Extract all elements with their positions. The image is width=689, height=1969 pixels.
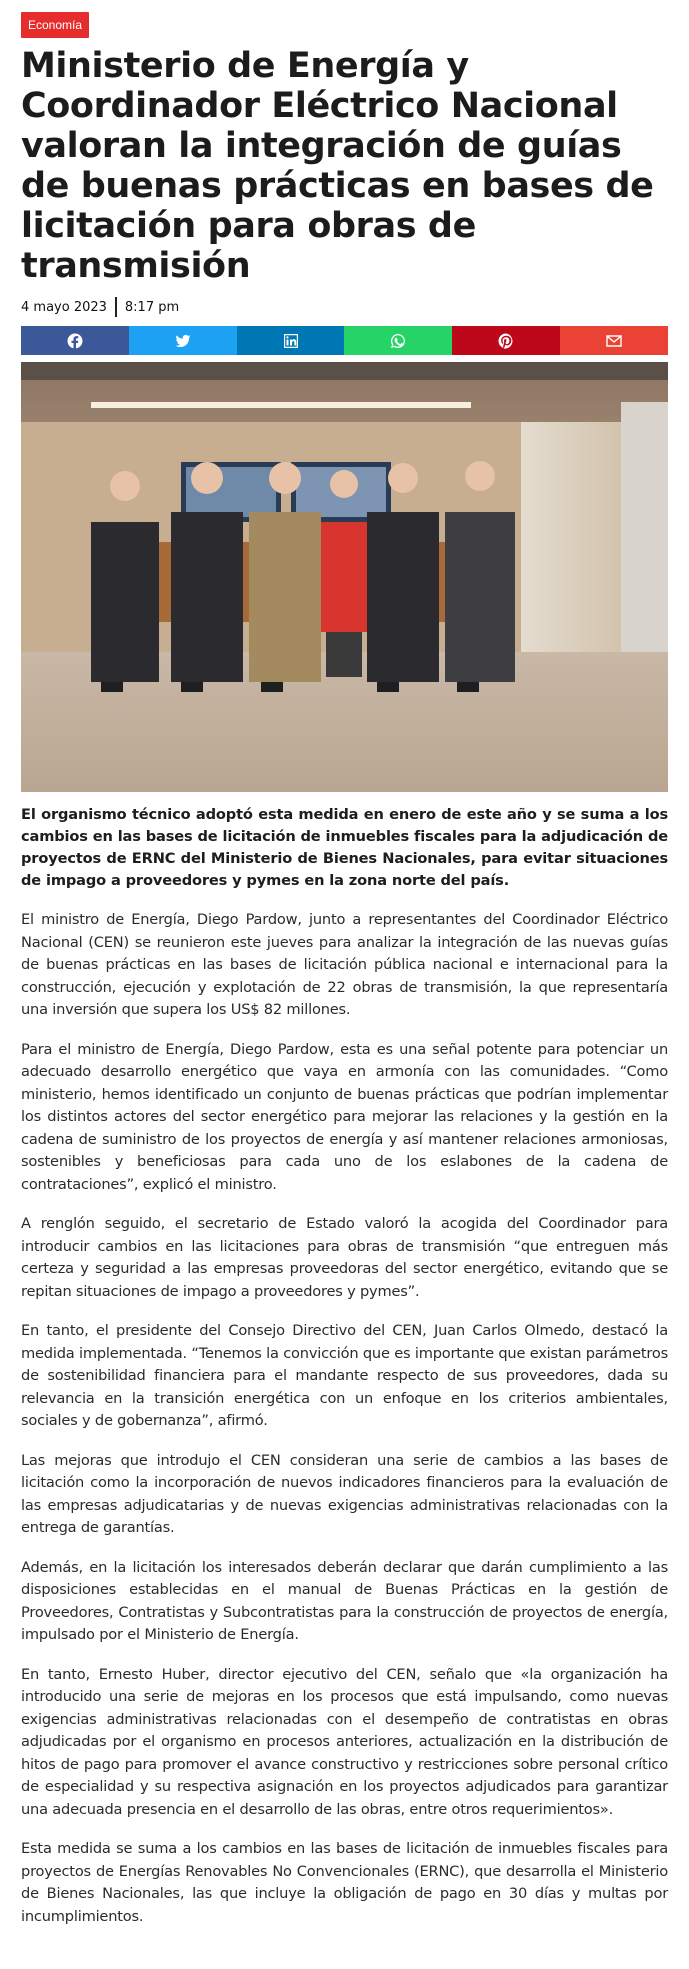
publish-date: 4 mayo 2023 [21, 299, 107, 315]
article-photo [21, 362, 668, 792]
share-bar [21, 326, 668, 355]
facebook-icon [67, 333, 83, 349]
share-pinterest-button[interactable] [452, 326, 560, 355]
pinterest-icon [498, 333, 514, 349]
share-twitter-button[interactable] [129, 326, 237, 355]
share-whatsapp-button[interactable] [344, 326, 452, 355]
article-body [21, 909, 668, 1928]
envelope-icon [606, 333, 622, 349]
body-paragraph: Las mejoras que introdujo el CEN consideran una serie de cambios a las bases de licitación como la incorporación de nuevos indicadores financieros para la evaluación de las empresas adjudicatarias y de nuevas exigencias administrativas relacionadas con la entrega de garantías. [21, 1451, 668, 1536]
share-facebook-button[interactable] [21, 326, 129, 355]
body-paragraph: Además, en la licitación los interesados deberán declarar que darán cumplimiento a las disposiciones establecidas en el manual de Buenas Prácticas en la gestión de Proveedores, Contratistas y Subcontratistas para la construcción de proyectos de energía, impulsado por el Ministerio de Energía. [21, 1558, 668, 1643]
article-meta [21, 297, 668, 317]
body-paragraph: El ministro de Energía, Diego Pardow, junto a representantes del Coordinador Eléctrico Nacional (CEN) se reunieron este jueves para analizar la integración de las nuevas guías de buenas prácticas en las bases de licitación pública nacional e internacional para la construcción, ejecución y explotación de 22 obras de transmisión, la que representaría una inversión que supera los US$ 82 millones. [21, 911, 668, 1018]
twitter-icon [175, 333, 191, 349]
body-paragraph: A renglón seguido, el secretario de Estado valoró la acogida del Coordinador para introducir cambios en las licitaciones para obras de transmisión “que entreguen más certeza y seguridad a las empresas proveedoras del sector energético, evitando que se repitan situaciones de impago a proveedores y pymes”. [21, 1215, 668, 1300]
body-paragraph: Para el ministro de Energía, Diego Pardow, esta es una señal potente para potenciar un adecuado desarrollo energético que vaya en armonía con las comunidades. “Como ministerio, hemos identificado un conjunto de buenas prácticas que podrían implementar los distintos actores del sector energético para mejorar las relaciones y la gestión en la cadena de suministro de los proyectos de energía y así mantener relaciones armoniosas, sostenibles y beneficiosas para cada uno de los eslabones de la cadena de contrataciones”, explicó el ministro. [21, 1040, 668, 1193]
share-email-button[interactable] [560, 326, 668, 355]
publish-time: 8:17 pm [124, 299, 180, 315]
article-lead: El organismo técnico adoptó esta medida en enero de este año y se suma a los cambios en las bases de licitación de inmuebles fiscales para la adjudicación de proyectos de ERNC del Ministerio de Bienes Nacionales, para evitar situaciones de impago a proveedores y pymes en la zona norte del país. [21, 806, 668, 889]
article-title: Ministerio de Energía y Coordinador Eléctrico Nacional valoran la integración de guías de buenas prácticas en bases de licitación para obras de transmisión [21, 46, 654, 286]
body-paragraph: Esta medida se suma a los cambios en las bases de licitación de inmuebles fiscales para proyectos de Energías Renovables No Convencionales (ERNC), que desarrolla el Ministerio de Bienes Nacionales, las que incluye la obligación de pago en 30 días y multas por incumplimientos. [21, 1840, 668, 1925]
whatsapp-icon [390, 333, 406, 349]
body-paragraph: En tanto, el presidente del Consejo Directivo del CEN, Juan Carlos Olmedo, destacó la medida implementada. “Tenemos la convicción que es importante que existan parámetros de sostenibilidad financiera para el mandante respecto de sus proveedores, dada su relevancia en la transición energética con un enfoque en los criterios ambientales, sociales y de gobernanza”, afirmó. [21, 1322, 668, 1429]
meta-divider [115, 297, 117, 317]
share-linkedin-button[interactable] [237, 326, 345, 355]
body-paragraph: En tanto, Ernesto Huber, director ejecutivo del CEN, señalo que «la organización ha introducido una serie de mejoras en los procesos que está impulsando, como nuevas exigencias administrativas relacionadas con el desempeño de contratistas en obras adjudicadas por el organismo en procesos anteriores, actualización en la distribución de hitos de pago para promover el avance constructivo y restricciones sobre personal crítico de especialidad y su respectiva asignación en los proyectos adjudicados para garantizar una adecuada presencia en el desarrollo de las obras, entre otros requerimientos». [21, 1665, 668, 1818]
linkedin-icon [283, 333, 299, 349]
category-badge[interactable]: Economía [21, 12, 89, 38]
